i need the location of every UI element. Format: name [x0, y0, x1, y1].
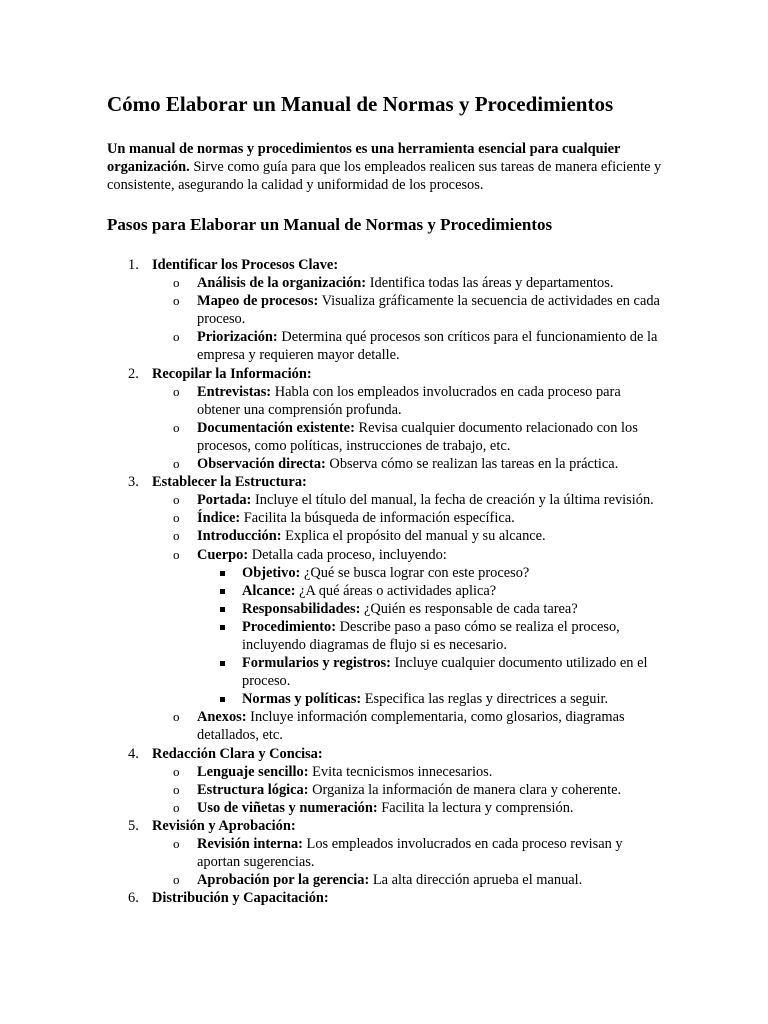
- step-number: 3.: [128, 474, 139, 491]
- item-text: Detalla cada proceso, incluyendo:: [248, 546, 447, 563]
- item-label: Observación directa:: [197, 456, 326, 473]
- item-label: Índice:: [197, 510, 241, 527]
- list-item: [152, 509, 667, 527]
- item-text: Incluye información complementaria, como glosarios, diagramas detallados, etc.: [197, 709, 625, 744]
- intro-text: Sirve como guía para que los empleados realicen sus tareas de manera eficiente y consistente, asegurando la calidad y uniformidad de los procesos.: [107, 159, 662, 193]
- item-text: Evita tecnicismos innecesarios.: [308, 763, 493, 780]
- step-number: 4.: [128, 745, 139, 762]
- item-label: Priorización:: [197, 329, 278, 346]
- step-sublist: [152, 383, 667, 473]
- step-title: Identificar los Procesos Clave:: [152, 257, 339, 273]
- circle-bullet-icon: o: [173, 546, 180, 562]
- item-label: Formularios y registros:: [242, 655, 391, 672]
- circle-bullet-icon: o: [173, 293, 180, 309]
- item-label: Procedimiento:: [242, 618, 337, 635]
- list-item: [152, 455, 667, 473]
- list-item: [197, 690, 667, 708]
- list-item: [152, 274, 667, 292]
- step-item: [107, 473, 667, 744]
- item-text: Visualiza gráficamente la secuencia de actividades en cada proceso.: [197, 293, 660, 328]
- square-bullet-icon: [220, 661, 225, 666]
- square-bullet-icon: [220, 625, 225, 630]
- step-sublist: [152, 835, 667, 889]
- circle-bullet-icon: o: [173, 528, 180, 544]
- item-label: Introducción:: [197, 528, 282, 545]
- item-label: Estructura lógica:: [197, 781, 309, 798]
- circle-bullet-icon: o: [173, 383, 180, 399]
- item-text: Incluye el título del manual, la fecha de creación y la última revisión.: [251, 492, 654, 509]
- item-text: Describe paso a paso cómo se realiza el proceso, incluyendo diagramas de flujo si es necesario.: [242, 618, 620, 653]
- intro-paragraph: [107, 140, 667, 194]
- list-item: [197, 564, 667, 582]
- item-text: ¿Qué se busca lograr con este proceso?: [300, 564, 530, 581]
- item-text: ¿A qué áreas o actividades aplica?: [295, 582, 497, 599]
- item-text: Determina qué procesos son críticos para el funcionamiento de la empresa y requieren mayor detalle.: [197, 329, 658, 364]
- intro-bold: Un manual de normas y procedimientos es una herramienta esencial para cualquier organización.: [107, 141, 621, 175]
- step-sublist: [152, 491, 667, 744]
- item-label: Uso de viñetas y numeración:: [197, 799, 378, 816]
- step-title: Revisión y Aprobación:: [152, 817, 296, 834]
- item-text: Identifica todas las áreas y departamentos.: [366, 275, 614, 292]
- circle-bullet-icon: o: [173, 510, 180, 526]
- step-title: Distribución y Capacitación:: [152, 890, 329, 907]
- square-bullet-icon: [220, 571, 225, 576]
- item-text: ¿Quién es responsable de cada tarea?: [360, 600, 578, 617]
- square-bullet-icon: [220, 589, 225, 594]
- item-label: Entrevistas:: [197, 383, 272, 400]
- list-item: [152, 835, 667, 871]
- list-item: [152, 419, 667, 455]
- item-text: Revisa cualquier documento relacionado con los procesos, como políticas, instrucciones de trabajo, etc.: [197, 419, 638, 454]
- step-item: [107, 745, 667, 817]
- item-label: Objetivo:: [242, 564, 301, 581]
- item-label: Lenguaje sencillo:: [197, 763, 309, 780]
- item-text: Habla con los empleados involucrados en cada proceso para obtener una comprensión profunda.: [197, 383, 621, 418]
- circle-bullet-icon: o: [173, 275, 180, 291]
- circle-bullet-icon: o: [173, 419, 180, 435]
- item-label: Alcance:: [242, 582, 296, 599]
- list-item: [152, 328, 667, 364]
- item-text: Facilita la búsqueda de información específica.: [240, 510, 515, 527]
- step-number: 1.: [128, 257, 139, 273]
- section-title: Pasos para Elaborar un Manual de Normas y Procedimientos: [107, 215, 553, 234]
- item-text: Los empleados involucrados en cada proceso revisan y aportan sugerencias.: [197, 836, 623, 871]
- steps-list: [107, 256, 667, 907]
- list-item: [197, 582, 667, 600]
- step-number: 2.: [128, 365, 139, 382]
- item-label: Documentación existente:: [197, 419, 355, 436]
- list-item: [152, 491, 667, 509]
- document-title: Cómo Elaborar un Manual de Normas y Procedimientos: [107, 92, 614, 116]
- square-bullet-icon: [220, 607, 225, 612]
- item-text: Explica el propósito del manual y su alcance.: [281, 528, 546, 545]
- list-item: [152, 708, 667, 744]
- list-item: [152, 546, 667, 709]
- list-item: [152, 292, 667, 328]
- item-label: Aprobación por la gerencia:: [197, 872, 370, 889]
- square-bullet-icon: [220, 697, 225, 702]
- item-text: Facilita la lectura y comprensión.: [377, 799, 574, 816]
- item-label: Revisión interna:: [197, 836, 303, 852]
- step-number: 6.: [128, 890, 139, 907]
- circle-bullet-icon: o: [173, 763, 180, 779]
- circle-bullet-icon: o: [173, 492, 180, 508]
- circle-bullet-icon: o: [173, 872, 180, 888]
- step-number: 5.: [128, 817, 139, 834]
- item-text: Especifica las reglas y directrices a seguir.: [361, 691, 609, 708]
- item-text: Organiza la información de manera clara y coherente.: [308, 781, 622, 798]
- circle-bullet-icon: o: [173, 781, 180, 797]
- step-title: Recopilar la Información:: [152, 365, 312, 382]
- step-title: Establecer la Estructura:: [152, 474, 307, 491]
- circle-bullet-icon: o: [173, 836, 180, 851]
- list-item: [197, 600, 667, 618]
- list-item: [197, 618, 667, 654]
- item-label: Responsabilidades:: [242, 600, 361, 617]
- step-title: Redacción Clara y Concisa:: [152, 745, 323, 762]
- list-item: [152, 383, 667, 419]
- item-text: Incluye cualquier documento utilizado en el proceso.: [242, 655, 648, 690]
- item-text: La alta dirección aprueba el manual.: [369, 872, 583, 889]
- item-label: Análisis de la organización:: [197, 275, 367, 292]
- list-item: [152, 527, 667, 545]
- item-label: Mapeo de procesos:: [197, 293, 319, 310]
- step-item: [107, 889, 667, 907]
- circle-bullet-icon: o: [173, 799, 180, 815]
- list-item: [152, 781, 667, 799]
- step-item: [107, 256, 667, 365]
- cuerpo-sublist: [197, 564, 667, 709]
- list-item: [152, 763, 667, 781]
- item-label: Portada:: [197, 492, 252, 509]
- step-sublist: [152, 763, 667, 817]
- circle-bullet-icon: o: [173, 329, 180, 345]
- item-label: Normas y políticas:: [242, 691, 362, 708]
- step-item: [107, 817, 667, 889]
- item-label: Cuerpo:: [197, 546, 249, 563]
- circle-bullet-icon: o: [173, 456, 180, 472]
- item-text: Observa cómo se realizan las tareas en la práctica.: [325, 456, 619, 473]
- step-sublist: [152, 274, 667, 364]
- circle-bullet-icon: o: [173, 709, 180, 725]
- step-item: [107, 365, 667, 474]
- list-item: [152, 799, 667, 817]
- document-content: [107, 90, 667, 907]
- list-item: [197, 654, 667, 690]
- item-label: Anexos:: [197, 709, 247, 726]
- list-item: [152, 871, 667, 889]
